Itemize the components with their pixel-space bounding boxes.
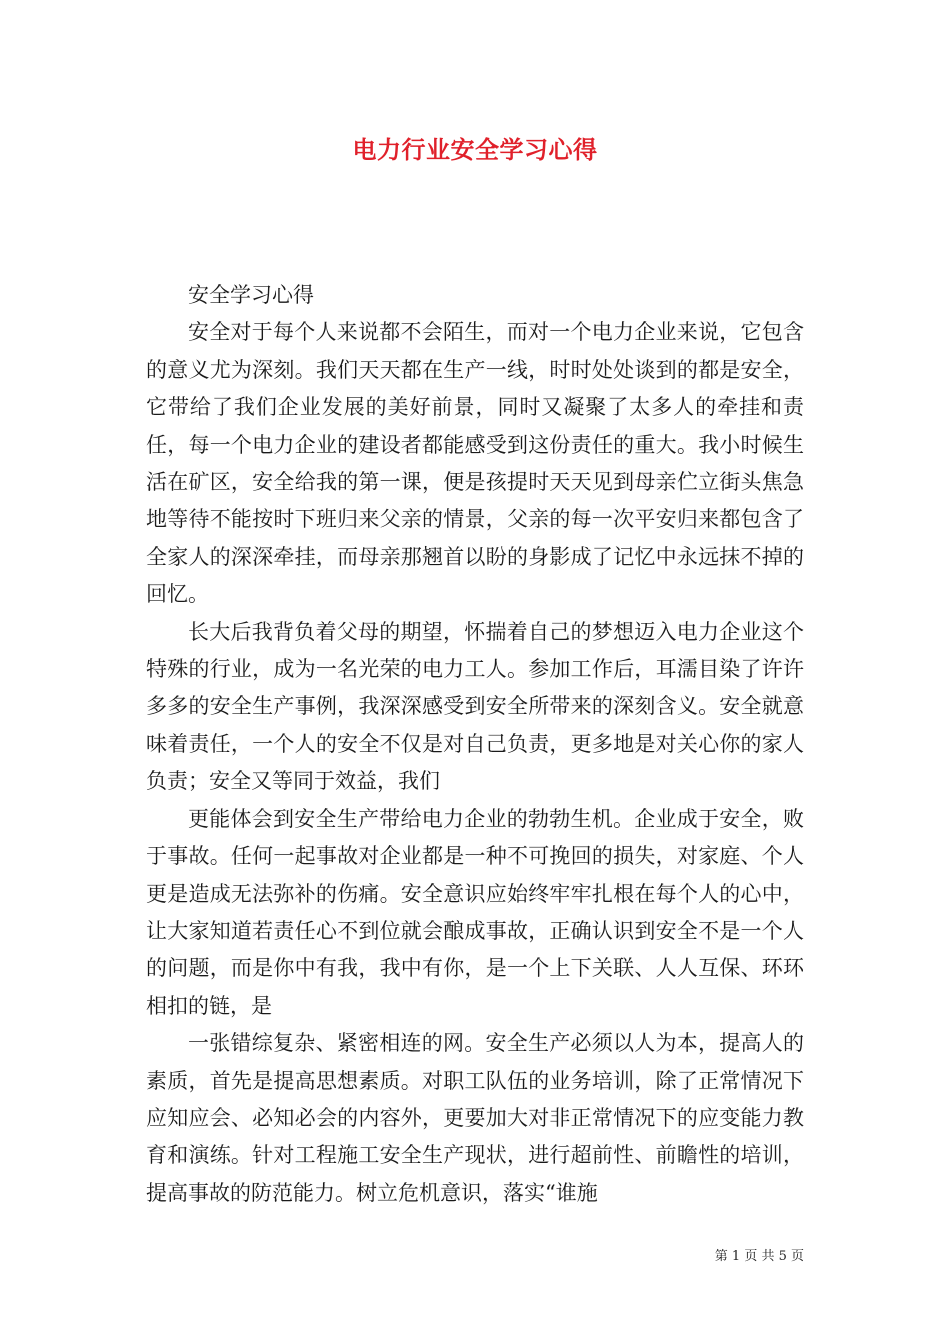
- paragraph-3: 更能体会到安全生产带给电力企业的勃勃生机。企业成于安全，败于事故。任何一起事故对企业都是一种不可挽回的损失，对家庭、个人更是造成无法弥补的伤痛。安全意识应始终牢牢扎根在每个人的心中，让大家知道若责任心不到位就会酿成事故，正确认识到安全不是一个人的问题，而是你中有我，我中有你，是一个上下关联、人人互保、环环相扣的链，是: [146, 806, 804, 1018]
- page-number-footer: 第 1 页 共 5 页: [714, 1249, 804, 1264]
- document-body: [146, 277, 804, 1212]
- paragraph-2: 长大后我背负着父母的期望，怀揣着自己的梦想迈入电力企业这个特殊的行业，成为一名光荣的电力工人。参加工作后，耳濡目染了许许多多的安全生产事例，我深深感受到安全所带来的深刻含义。安全就意味着责任，一个人的安全不仅是对自己负责，更多地是对关心你的家人负责；安全又等同于效益，我们: [146, 619, 804, 794]
- document-subtitle: 安全学习心得: [188, 283, 314, 307]
- document-title: 电力行业安全学习心得: [352, 135, 598, 164]
- paragraph-1: 安全对于每个人来说都不会陌生，而对一个电力企业来说，它包含的意义尤为深刻。我们天天都在生产一线，时时处处谈到的都是安全，它带给了我们企业发展的美好前景，同时又凝聚了太多人的牵挂和责任，每一个电力企业的建设者都能感受到这份责任的重大。我小时候生活在矿区，安全给我的第一课，便是孩提时天天见到母亲伫立街头焦急地等待不能按时下班归来父亲的情景，父亲的每一次平安归来都包含了全家人的深深牵挂，而母亲那翘首以盼的身影成了记忆中永远抹不掉的回忆。: [146, 320, 804, 607]
- paragraph-4: 一张错综复杂、紧密相连的网。安全生产必须以人为本，提高人的素质，首先是提高思想素质。对职工队伍的业务培训，除了正常情况下应知应会、必知必会的内容外，更要加大对非正常情况下的应变能力教育和演练。针对工程施工安全生产现状，进行超前性、前瞻性的培训，提高事故的防范能力。树立危机意识，落实“谁施: [146, 1031, 804, 1205]
